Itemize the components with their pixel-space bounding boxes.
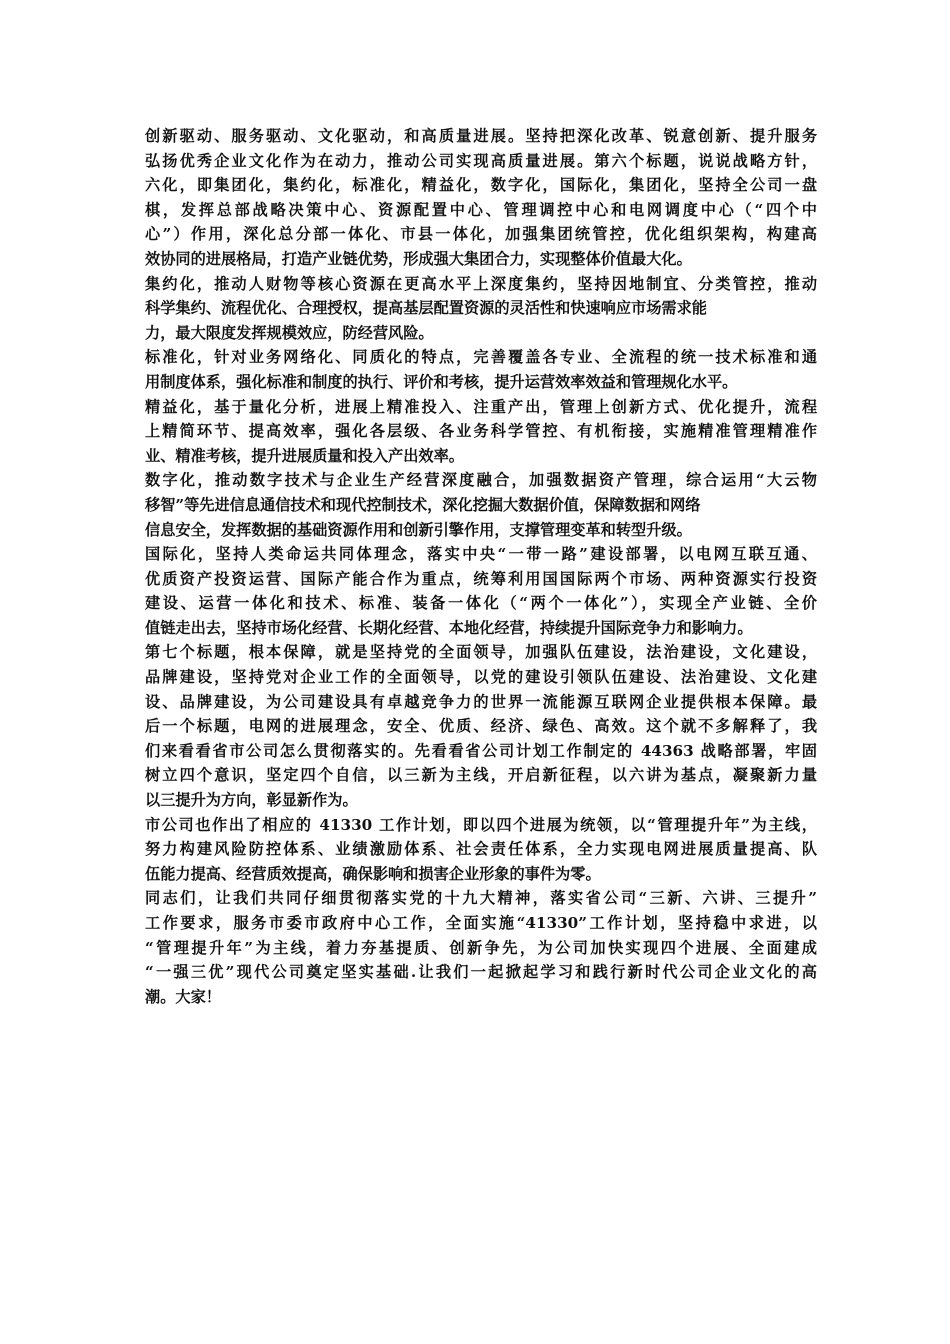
text-line: 数字化，推动数字技术与企业生产经营深度融合，加强数据资产管理，综合运用“大云物 [145,471,817,490]
text-line: 集约化，推动人财物等核心资源在更高水平上深度集约，坚持因地制宜、分类管控，推动 [145,274,817,293]
text-line: 移智”等先进信息通信技术和现代控制技术，深化挖掘大数据价值，保障数据和网络 [145,495,701,514]
text-line: 精益化，基于量化分析，进展上精准投入、注重产出，管理上创新方式、优化提升，流程 [145,397,817,416]
text-line: 建设、运营一体化和技术、标准、装备一体化（“两个一体化”），实现全产业链、全价 [145,594,817,613]
text-line: 六化，即集团化，集约化，标准化，精益化，数字化，国际化，集团化，坚持全公司一盘 [145,176,817,195]
text-line: 信息安全，发挥数据的基础资源作用和创新引擎作用，支撑管理变革和转型升级。 [145,520,692,539]
text-line: 心”）作用，深化总分部一体化、市县一体化，加强集团统管控，优化组织架构，构建高 [145,225,817,244]
document-body [145,124,817,1009]
text-line: 潮。大家！ [145,987,221,1006]
text-line: 业、精准考核，提升进展质量和投入产出效率。 [145,446,464,465]
text-line: 效协同的进展格局，打造产业链优势，形成强大集团合力，实现整体价值最大化。 [145,249,692,268]
text-line: 科学集约、流程优化、合理授权，提高基层配置资源的灵活性和快速响应市场需求能 [145,299,707,318]
text-line: 优质资产投资运营、国际产能合作为重点，统筹利用国国际两个市场、两种资源实行投资 [145,569,817,588]
text-line: 第七个标题，根本保障，就是坚持党的全面领导，加强队伍建设，法治建设，文化建设， [145,643,817,662]
text-line: 同志们，让我们共同仔细贯彻落实党的十九大精神，落实省公司“三新、六讲、三提升” [145,889,817,908]
text-line: 设、品牌建设，为公司建设具有卓越竞争力的世界一流能源互联网企业提供根本保障。最 [145,692,817,711]
text-line: 值链走出去，坚持市场化经营、长期化经营、本地化经营，持续提升国际竞争力和影响力。 [145,618,753,637]
text-line: 们来看看省市公司怎么贯彻落实的。先看看省公司计划工作制定的 44363 战略部署，牢固 [145,741,817,760]
text-line: 以三提升为方向，彰显新作为。 [145,791,358,810]
text-line: 弘扬优秀企业文化作为在动力，推动公司实现高质量进展。第六个标题，说说战略方针， [145,151,817,170]
text-line: 国际化，坚持人类命运共同体理念，落实中央“一带一路”建设部署，以电网互联互通、 [145,545,817,564]
text-line: 上精简环节、提高效率，强化各层级、各业务科学管控、有机衔接，实施精准管理精准作 [145,422,817,441]
text-line: 创新驱动、服务驱动、文化驱动，和高质量进展。坚持把深化改革、锐意创新、提升服务 [145,127,817,145]
text-line: 标准化，针对业务网络化、同质化的特点，完善覆盖各专业、全流程的统一技术标准和通 [145,348,817,367]
text-line: 品牌建设，坚持党对企业工作的全面领导，以党的建设引领队伍建设、法治建设、文化建 [145,668,817,687]
text-line: 后一个标题，电网的进展理念，安全、优质、经济、绿色、高效。这个就不多解释了，我 [145,717,817,736]
text-line: 工作要求，服务市委市政府中心工作，全面实施“41330”工作计划，坚持稳中求进，以 [145,914,817,932]
text-line: 树立四个意识，坚定四个自信，以三新为主线，开启新征程，以六讲为基点，凝聚新力量 [145,766,817,785]
text-line: 市公司也作出了相应的 41330 工作计划，即以四个进展为统领，以“管理提升年”为主线， [145,815,817,834]
text-line: 努力构建风险防控体系、业绩激励体系、社会责任体系，全力实现电网进展质量提高、队 [145,840,817,859]
text-line: 伍能力提高、经营质效提高，确保影响和损害企业形象的事件为零。 [145,864,601,883]
text-line: “管理提升年”为主线，着力夯基提质、创新争先，为公司加快实现四个进展、全面建成 [145,938,817,957]
text-line: “一强三优”现代公司奠定坚实基础.让我们一起掀起学习和践行新时代公司企业文化的高 [145,963,817,982]
text-line: 用制度体系，强化标准和制度的执行、评价和考核，提升运营效率效益和管理规化水平。 [145,372,738,391]
text-line: 棋，发挥总部战略决策中心、资源配置中心、管理调控中心和电网调度中心（“四个中 [145,200,817,219]
text-line: 力，最大限度发挥规模效应，防经营风险。 [145,323,434,342]
